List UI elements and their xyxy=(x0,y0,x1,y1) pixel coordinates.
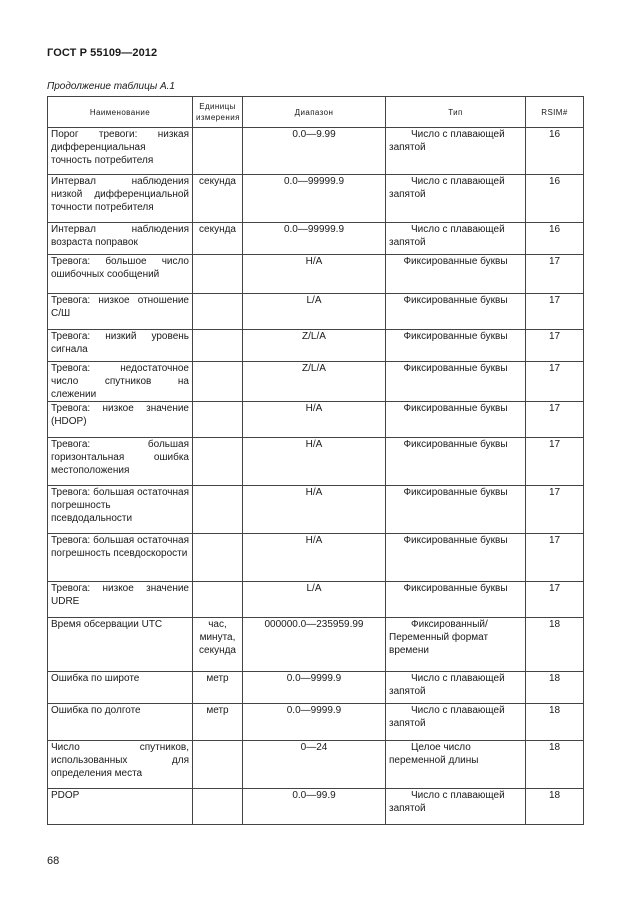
cell-units: метр xyxy=(193,672,243,704)
cell-units xyxy=(193,741,243,789)
cell-name: Ошибка по широте xyxy=(48,672,193,704)
cell-type xyxy=(386,294,526,330)
cell-type-text: Фиксированные буквы xyxy=(403,487,508,498)
cell-type-text: Фиксированные буквы xyxy=(403,535,508,546)
cell-rsim: 17 xyxy=(526,294,584,330)
table-row xyxy=(48,618,584,672)
cell-name: Тревога: низкое значение UDRE xyxy=(48,582,193,618)
cell-type-text: Число с плавающей запятой xyxy=(389,129,505,153)
cell-units: секунда xyxy=(193,175,243,223)
cell-units xyxy=(193,789,243,825)
cell-units xyxy=(193,330,243,362)
cell-name: Интервал наблюдения возраста поправок xyxy=(48,223,193,255)
cell-rsim: 17 xyxy=(526,255,584,294)
cell-range: H/A xyxy=(243,534,386,582)
cell-type-text: Фиксированные буквы xyxy=(403,295,508,306)
cell-units xyxy=(193,402,243,438)
cell-range: 0.0—99999.9 xyxy=(243,223,386,255)
cell-type xyxy=(386,175,526,223)
cell-rsim: 18 xyxy=(526,672,584,704)
cell-type-text: Число с плавающей запятой xyxy=(389,224,505,248)
cell-type xyxy=(386,486,526,534)
cell-type-text: Целое число переменной длины xyxy=(389,742,479,766)
cell-units xyxy=(193,438,243,486)
cell-type-text: Число с плавающей запятой xyxy=(389,673,505,697)
cell-rsim: 17 xyxy=(526,582,584,618)
column-header-rsim: RSIM# xyxy=(526,97,584,128)
cell-range: H/A xyxy=(243,255,386,294)
table-row xyxy=(48,438,584,486)
cell-type-text: Число с плавающей запятой xyxy=(389,176,505,200)
cell-rsim: 17 xyxy=(526,402,584,438)
table-row xyxy=(48,330,584,362)
cell-rsim: 16 xyxy=(526,223,584,255)
cell-name: PDOP xyxy=(48,789,193,825)
column-header-range: Диапазон xyxy=(243,97,386,128)
table-row xyxy=(48,486,584,534)
cell-units xyxy=(193,534,243,582)
table-row xyxy=(48,741,584,789)
cell-type xyxy=(386,255,526,294)
cell-name: Порог тревоги: низкая дифференциальная точность потребителя xyxy=(48,128,193,175)
cell-type xyxy=(386,362,526,402)
column-header-type: Тип xyxy=(386,97,526,128)
cell-range: 0.0—9999.9 xyxy=(243,672,386,704)
cell-rsim: 17 xyxy=(526,438,584,486)
cell-rsim: 16 xyxy=(526,128,584,175)
cell-type xyxy=(386,618,526,672)
cell-type-text: Число с плавающей запятой xyxy=(389,790,505,814)
cell-name: Время обсервации UTC xyxy=(48,618,193,672)
table-row xyxy=(48,255,584,294)
cell-type xyxy=(386,704,526,741)
cell-units: час, минута, секунда xyxy=(193,618,243,672)
cell-units xyxy=(193,486,243,534)
table-row xyxy=(48,789,584,825)
table-row xyxy=(48,223,584,255)
data-table xyxy=(47,96,584,825)
cell-type xyxy=(386,741,526,789)
cell-rsim: 18 xyxy=(526,704,584,741)
cell-rsim: 18 xyxy=(526,741,584,789)
cell-rsim: 17 xyxy=(526,534,584,582)
cell-type xyxy=(386,582,526,618)
cell-type xyxy=(386,789,526,825)
cell-rsim: 17 xyxy=(526,330,584,362)
cell-type xyxy=(386,223,526,255)
cell-range: L/A xyxy=(243,294,386,330)
page-number: 68 xyxy=(47,855,60,867)
table-row xyxy=(48,128,584,175)
cell-name: Ошибка по долготе xyxy=(48,704,193,741)
cell-range: 0.0—99999.9 xyxy=(243,175,386,223)
cell-units xyxy=(193,294,243,330)
cell-range: 0.0—99.9 xyxy=(243,789,386,825)
cell-range: 0.0—9.99 xyxy=(243,128,386,175)
cell-type xyxy=(386,128,526,175)
cell-range: Z/L/A xyxy=(243,330,386,362)
table-caption: Продолжение таблицы А.1 xyxy=(47,81,175,92)
cell-name: Тревога: низкое значение (HDOP) xyxy=(48,402,193,438)
cell-name: Тревога: большое число ошибочных сообщений xyxy=(48,255,193,294)
cell-type-text: Фиксированные буквы xyxy=(403,439,508,450)
cell-range: H/A xyxy=(243,402,386,438)
cell-name: Число спутников, использованных для определения места xyxy=(48,741,193,789)
cell-rsim: 17 xyxy=(526,486,584,534)
cell-units xyxy=(193,255,243,294)
table-row xyxy=(48,362,584,402)
table-header-row xyxy=(48,97,584,128)
table-row xyxy=(48,672,584,704)
table-row xyxy=(48,534,584,582)
cell-type-text: Фиксированные буквы xyxy=(403,256,508,267)
cell-rsim: 18 xyxy=(526,618,584,672)
table-row xyxy=(48,175,584,223)
column-header-name: Наименование xyxy=(48,97,193,128)
cell-units: секунда xyxy=(193,223,243,255)
cell-type xyxy=(386,330,526,362)
document-header: ГОСТ Р 55109—2012 xyxy=(47,47,158,59)
cell-type xyxy=(386,672,526,704)
cell-rsim: 17 xyxy=(526,362,584,402)
cell-type-text: Фиксированные буквы xyxy=(403,363,508,374)
cell-units xyxy=(193,362,243,402)
cell-range: 0.0—9999.9 xyxy=(243,704,386,741)
column-header-units: Единицы измерения xyxy=(193,97,243,128)
table-row xyxy=(48,704,584,741)
table-row xyxy=(48,582,584,618)
cell-units xyxy=(193,128,243,175)
cell-units xyxy=(193,582,243,618)
cell-name: Тревога: недостаточное число спутников на слежении xyxy=(48,362,193,402)
cell-range: H/A xyxy=(243,486,386,534)
cell-type xyxy=(386,534,526,582)
cell-type-text: Число с плавающей запятой xyxy=(389,705,505,729)
cell-type xyxy=(386,402,526,438)
cell-type-text: Фиксированные буквы xyxy=(403,583,508,594)
cell-range: 000000.0—235959.99 xyxy=(243,618,386,672)
cell-type-text: Фиксированные буквы xyxy=(403,403,508,414)
cell-type xyxy=(386,438,526,486)
table-body xyxy=(48,128,584,825)
cell-name: Тревога: большая горизонтальная ошибка местоположения xyxy=(48,438,193,486)
cell-type-text: Фиксированный/Переменный формат времени xyxy=(389,619,489,656)
cell-units: метр xyxy=(193,704,243,741)
cell-name: Тревога: низкий уровень сигнала xyxy=(48,330,193,362)
cell-type-text: Фиксированные буквы xyxy=(403,331,508,342)
table-row xyxy=(48,294,584,330)
cell-range: H/A xyxy=(243,438,386,486)
cell-range: Z/L/A xyxy=(243,362,386,402)
cell-rsim: 18 xyxy=(526,789,584,825)
cell-name: Тревога: низкое отношение С/Ш xyxy=(48,294,193,330)
cell-name: Тревога: большая остаточная погрешность псевдодальности xyxy=(48,486,193,534)
cell-name: Тревога: большая остаточная погрешность псевдоскорости xyxy=(48,534,193,582)
table-row xyxy=(48,402,584,438)
cell-range: L/A xyxy=(243,582,386,618)
cell-rsim: 16 xyxy=(526,175,584,223)
cell-name: Интервал наблюдения низкой дифференциальной точности потребителя xyxy=(48,175,193,223)
cell-range: 0—24 xyxy=(243,741,386,789)
